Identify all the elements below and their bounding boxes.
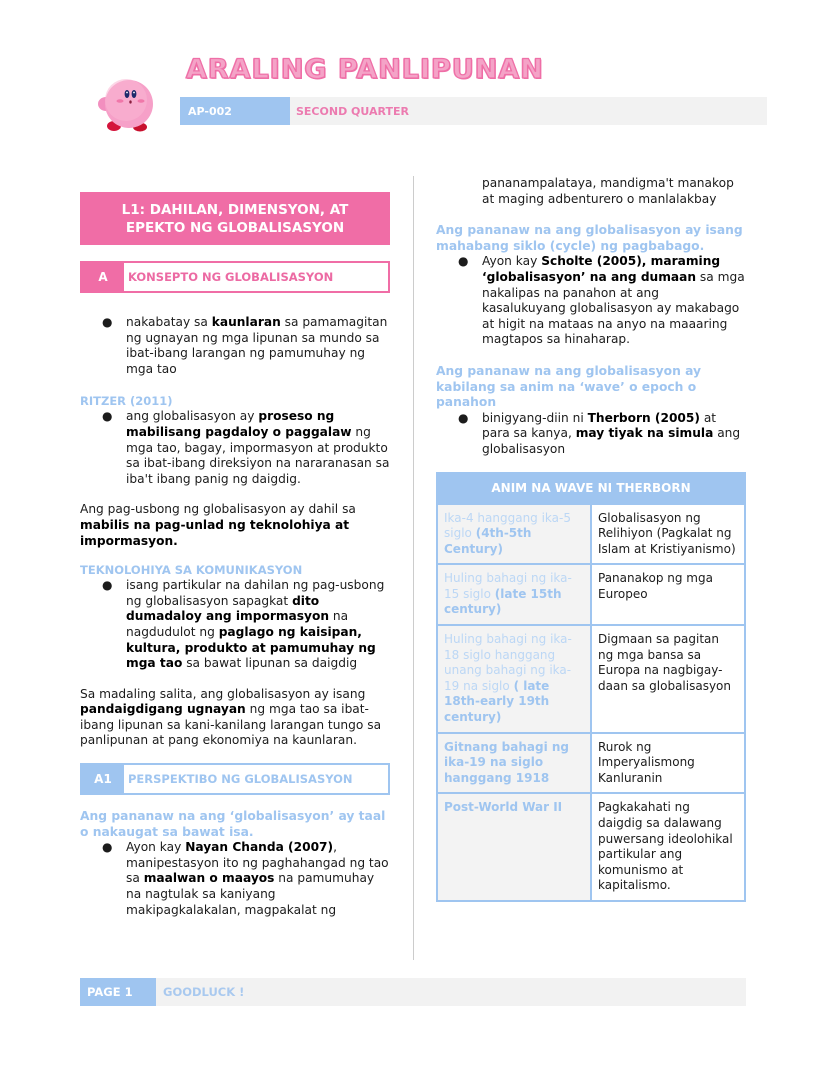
list-item: ● ang globalisasyon ay proseso ng mabilisang pagdaloy o paggalaw ng mga tao, bagay, impormasyon at produkto sa ibat-ibang direksiyon na nararanasan sa iba't ibang panig ng daigdig. xyxy=(102,409,390,486)
bullet-icon: ● xyxy=(458,410,469,425)
paragraph-pag-usbong: Ang pag-usbong ng globalisasyon ay dahil sa mabilis na pag-unlad ng teknolohiya at impormasyon. xyxy=(80,502,356,548)
bullet-icon: ● xyxy=(102,840,113,855)
section-header-perspektibo xyxy=(80,763,390,795)
description-cell: Pananakop ng mga Europeo xyxy=(591,564,745,625)
table-row xyxy=(437,504,745,565)
description-cell: Pagkakahati ng daigdig sa dalawang puwersang ideolohikal partikular ang komunismo at kapitalismo. xyxy=(591,793,745,901)
table-row xyxy=(437,564,745,625)
list-item: ● Ayon kay Scholte (2005), maraming ‘globalisasyon’ na ang dumaan sa mga nakalipas na panahon at ang kasalukuyang globalisasyon ay makabago at higit na mataas na anyo na maaaring magtapos sa hinaharap. xyxy=(458,254,745,347)
list-item: ● binigyang-diin ni Therborn (2005) at para sa kanya, may tiyak na simula ang globalisasyon xyxy=(458,410,741,456)
bullet-icon: ● xyxy=(102,409,113,424)
list-item: ● Ayon kay Nayan Chanda (2007), manipestasyon ito ng paghahangad ng tao sa maalwan o maayos na pamumuhay na nagtulak sa kaniyang makipagkalakalan, magpakalat ng xyxy=(102,840,389,917)
bullet-icon: ● xyxy=(102,578,113,593)
siklo-heading: Ang pananaw na ang globalisasyon ay isang mahabang siklo (cycle) ng pagbabago. xyxy=(436,223,743,253)
section-label: PERSPEKTIBO NG GLOBALISASYON xyxy=(128,772,353,787)
page-title: ARALING PANLIPUNAN xyxy=(186,54,544,85)
description-cell: Globalisasyon ng Relihiyon (Pagkalat ng Islam at Kristiyanismo) xyxy=(591,504,745,565)
section-tag: A xyxy=(82,263,124,291)
page-number: PAGE 1 xyxy=(80,978,156,1006)
section-header-konsepto xyxy=(80,261,390,293)
wave-heading: Ang pananaw na ang globalisasyon ay kabilang sa anim na ‘wave’ o epoch o panahon xyxy=(436,363,702,410)
description-cell: Digmaan sa pagitan ng mga bansa sa Europa na nagbigay-daan sa globalisasyon xyxy=(591,625,745,733)
section-label: KONSEPTO NG GLOBALISASYON xyxy=(128,270,334,284)
left-column xyxy=(80,192,390,918)
continued-text: pananampalataya, mandigma't manakop at maging adbenturero o manlalakbay xyxy=(482,176,734,206)
table-row xyxy=(437,793,745,901)
era-cell: Gitnang bahagi ng ika-19 na siglo hanggang 1918 xyxy=(437,733,591,794)
era-cell: Huling bahagi ng ika-18 siglo hanggang unang bahagi ng ika-19 na siglo ( late 18th-early 19th century) xyxy=(437,625,591,733)
pink-round-character-icon xyxy=(96,76,160,134)
description-cell: Rurok ng Imperyalismong Kanluranin xyxy=(591,733,745,794)
bullet-icon: ● xyxy=(102,315,113,329)
footer-bar xyxy=(80,978,746,1006)
ritzer-heading: RITZER (2011) xyxy=(80,394,173,409)
table-row xyxy=(437,733,745,794)
table-row xyxy=(437,625,745,733)
era-cell: Huling bahagi ng ika-15 siglo (late 15th century) xyxy=(437,564,591,625)
lesson-title: L1: DAHILAN, DIMENSYON, AT EPEKTO NG GLOBALISASYON xyxy=(80,192,390,245)
era-cell: Ika-4 hanggang ika-5 siglo (4th-5th Century) xyxy=(437,504,591,565)
quarter-label: SECOND QUARTER xyxy=(296,104,409,118)
table-title: ANIM NA WAVE NI THERBORN xyxy=(437,473,745,504)
list-item: ● nakabatay sa kaunlaran sa pamamagitan ng ugnayan ng mga lipunan sa mundo sa ibat-ibang larangan ng pamumuhay ng mga tao xyxy=(102,315,388,376)
taal-heading: Ang pananaw na ang ‘globalisasyon’ ay taal o nakaugat sa bawat isa. xyxy=(80,809,386,839)
footer-message: GOODLUCK ! xyxy=(163,985,245,999)
column-divider xyxy=(413,176,414,960)
teknolohiya-heading: TEKNOLOHIYA SA KOMUNIKASYON xyxy=(80,563,303,578)
era-cell: Post-World War II xyxy=(437,793,591,901)
therborn-waves-table xyxy=(436,472,746,902)
header-bar xyxy=(180,97,767,125)
course-code: AP-002 xyxy=(180,97,290,125)
bullet-icon: ● xyxy=(458,254,469,269)
section-tag: A1 xyxy=(82,765,124,793)
list-item: ● isang partikular na dahilan ng pag-usbong ng globalisasyon sapagkat dito dumadaloy ang impormasyon na nagdudulot ng paglago ng kaisipan, kultura, produkto at pamumuhay ng mga tao sa bawat lipunan sa daigdig xyxy=(102,578,385,671)
paragraph-madaling-salita: Sa madaling salita, ang globalisasyon ay isang pandaigdigang ugnayan ng mga tao sa ibat-ibang lipunan sa kani-kanilang larangan tungo sa panlipunan at pang ekonomiya na kaunlaran. xyxy=(80,686,382,748)
right-column xyxy=(436,176,746,902)
